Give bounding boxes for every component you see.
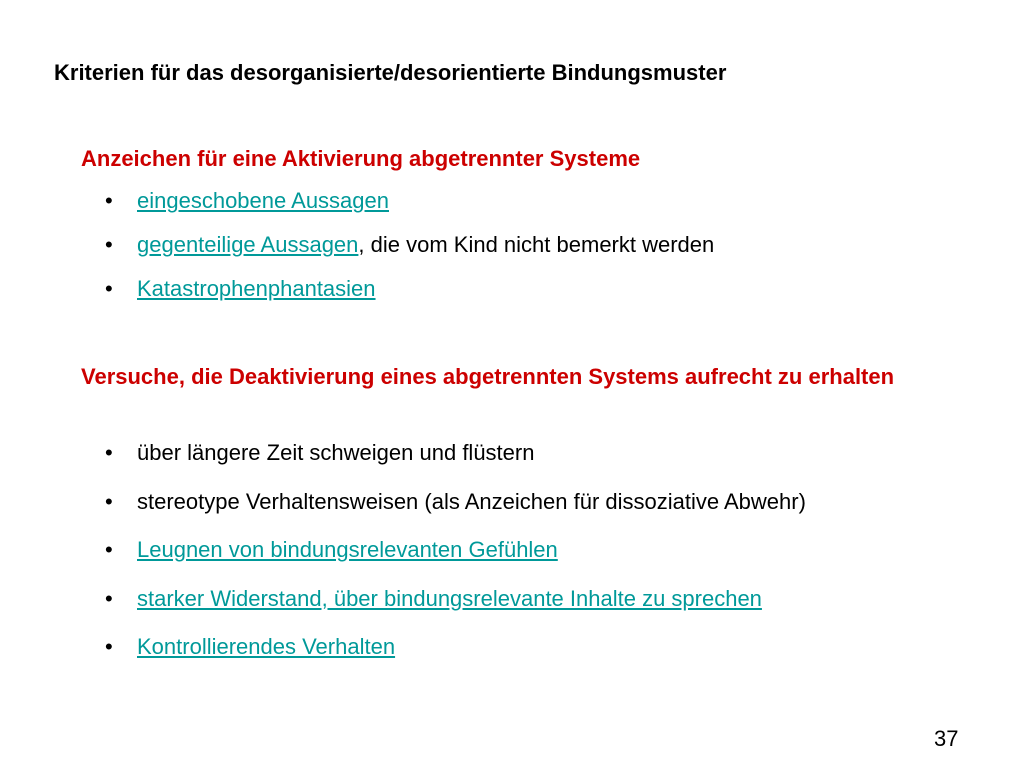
link-leugnen-gefuehle[interactable]: Leugnen von bindungsrelevanten Gefühlen (137, 537, 558, 562)
list-item (104, 535, 806, 584)
bullet-icon: • (105, 188, 113, 213)
bullet-icon: • (105, 634, 113, 659)
list-item (104, 274, 714, 318)
link-gegenteilige-aussagen[interactable]: gegenteilige Aussagen (137, 232, 359, 257)
link-eingeschobene-aussagen[interactable]: eingeschobene Aussagen (137, 188, 389, 213)
list-item (104, 584, 806, 633)
list-item-text: , die vom Kind nicht bemerkt werden (358, 232, 715, 257)
deactivation-bullet-list (104, 438, 806, 681)
bullet-icon: • (105, 537, 113, 562)
list-item-text: stereotype Verhaltensweisen (als Anzeichen für dissoziative Abwehr) (137, 488, 806, 514)
link-starker-widerstand[interactable]: starker Widerstand, über bindungsrelevante Inhalte zu sprechen (137, 585, 762, 611)
section-heading-deactivation: Versuche, die Deaktivierung eines abgetrennten Systems aufrecht zu erhalten (81, 364, 895, 389)
list-item (104, 230, 714, 274)
list-item (104, 186, 714, 230)
list-item (104, 438, 806, 487)
slide-title: Kriterien für das desorganisierte/desorientierte Bindungsmuster (54, 60, 727, 85)
bullet-icon: • (105, 276, 113, 301)
list-item (104, 632, 806, 681)
bullet-icon: • (105, 232, 113, 257)
activation-bullet-list (104, 186, 714, 318)
list-item (104, 487, 806, 536)
section-heading-activation: Anzeichen für eine Aktivierung abgetrennter Systeme (81, 146, 641, 171)
page-number: 37 (934, 726, 959, 751)
link-kontrollierendes-verhalten[interactable]: Kontrollierendes Verhalten (137, 634, 396, 659)
bullet-icon: • (105, 488, 113, 514)
list-item-text: über längere Zeit schweigen und flüstern (137, 440, 535, 465)
bullet-icon: • (105, 440, 113, 465)
link-katastrophenphantasien[interactable]: Katastrophenphantasien (137, 276, 376, 301)
bullet-icon: • (105, 585, 113, 611)
